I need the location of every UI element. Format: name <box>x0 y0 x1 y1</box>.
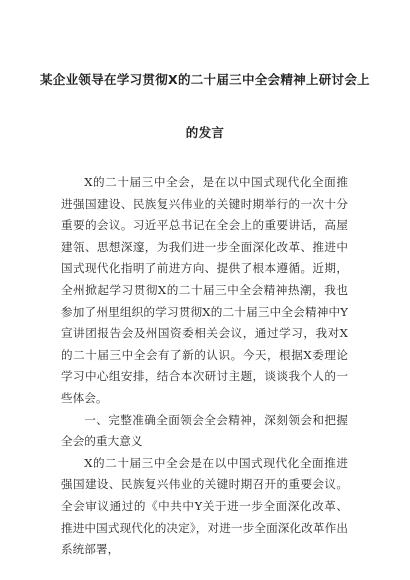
paragraph-intro: X的二十届三中全会，是在以中国式现代化全面推进强国建设、民族复兴伟业的关键时期举行的一次十分重要的会议。习近平总书记在全会上的重要讲话，高屋建瓴、思想深邃，为我们进一步全面深化改革、推进中国式现代化指明了前进方向、提供了根本遵循。近期，全州掀起学习贯彻X的二十届三中全会精神热潮，我也参加了州里组织的学习贯彻X的二十届三中全会精神中Y宣讲团报告会及州国资委相关会议，通过学习，我对X的二十届三中全会有了新的认识。今天，根据X委理论学习中心组安排，结合本次研讨主题，谈谈我个人的一些体会。 <box>61 175 348 405</box>
section-heading-1: 一、完整准确全面领会全会精神，深刻领会和把握全会的重大意义 <box>61 412 348 449</box>
paragraph-section-1: X的二十届三中全会是在以中国式现代化全面推进强国建设、民族复兴伟业的关键时期召开的重要会议。全会审议通过的《中共中Y关于进一步全面深化改革、推进中国式现代化的决定》，对进一步全面深化改革作出系统部署， <box>61 455 348 557</box>
document-title-line-2: 的发言 <box>185 125 225 140</box>
document-body <box>61 172 348 561</box>
document-title-line-1: 某企业领导在学习贯彻X的二十届三中全会精神上研讨会上 <box>40 72 370 87</box>
